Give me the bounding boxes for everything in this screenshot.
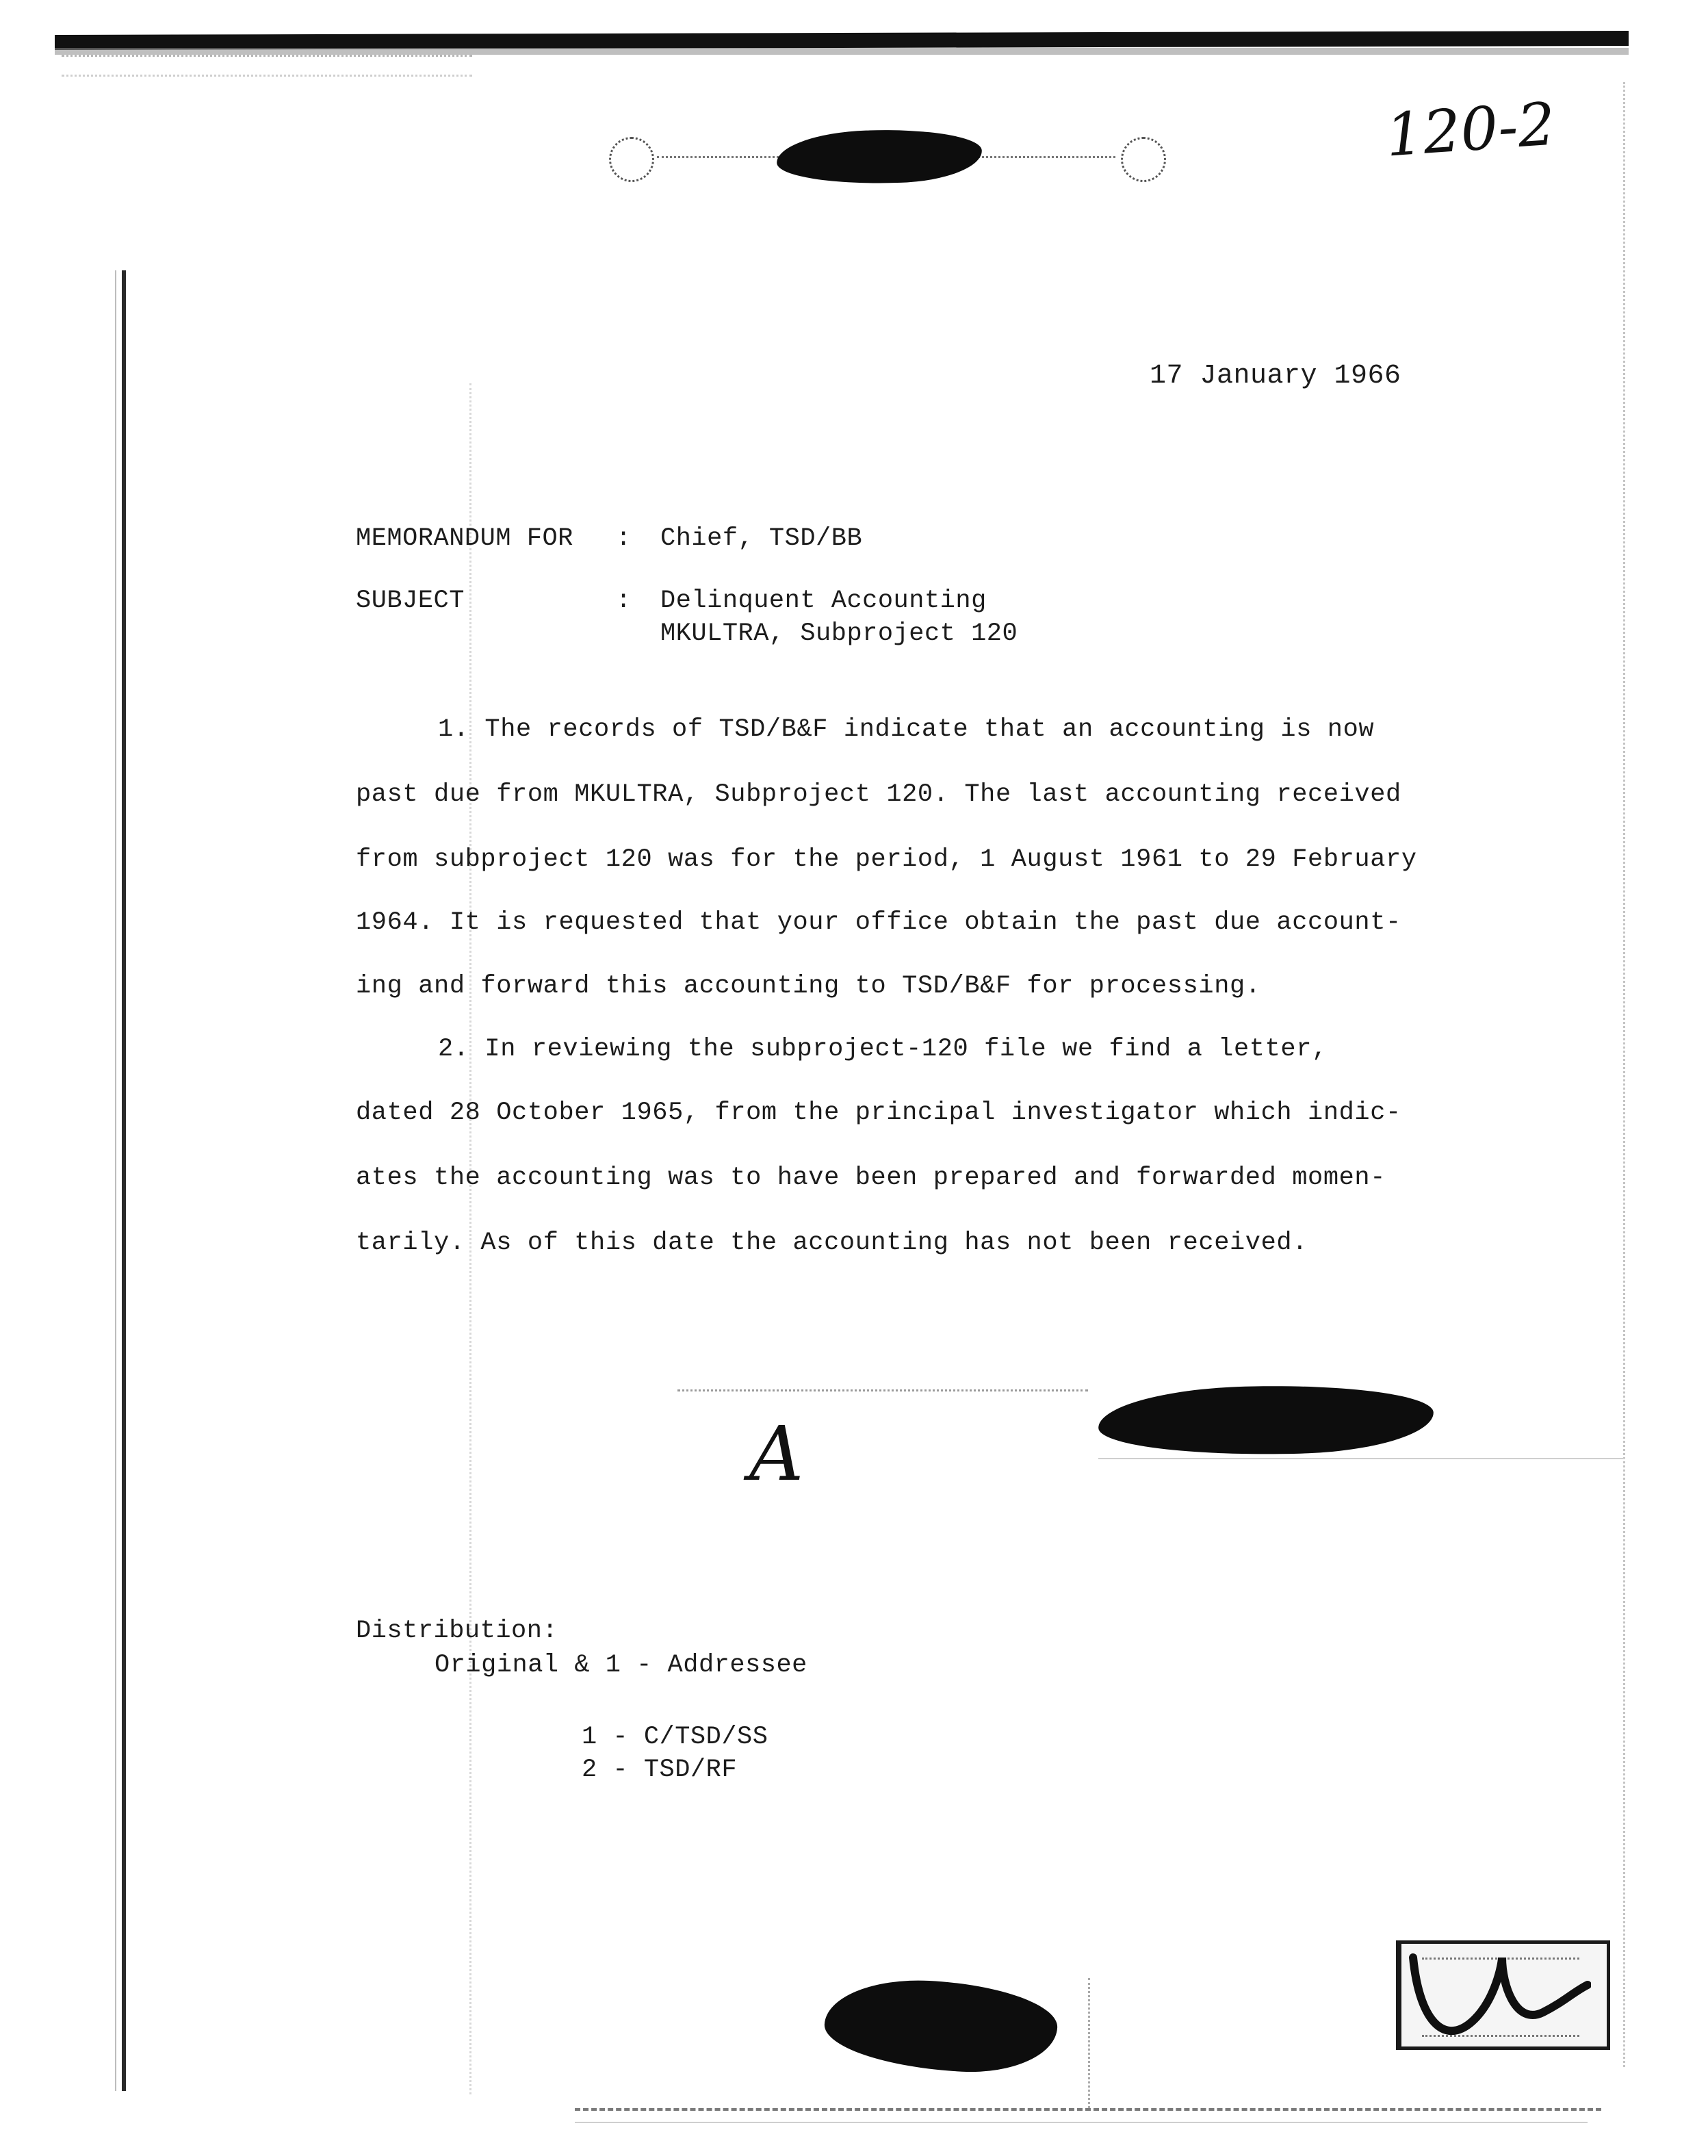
memo-for-value: Chief, TSD/BB [660, 524, 863, 553]
distribution-label: Distribution: [356, 1617, 558, 1645]
memo-for-separator: : [616, 524, 632, 553]
scan-fold-mark [1088, 1978, 1091, 2108]
stamp-handwritten-mark [1399, 1944, 1591, 2046]
memo-subject-line2: MKULTRA, Subproject 120 [660, 619, 1018, 648]
memo-subject-line1: Delinquent Accounting [660, 587, 987, 615]
redaction-signature [1098, 1382, 1434, 1459]
scan-bottom-edge [575, 2108, 1601, 2114]
paragraph-1-line-1: 1. The records of TSD/B&F indicate that an accounting is now [438, 715, 1375, 744]
redaction-top [776, 127, 983, 187]
paragraph-2-line-1: 2. In reviewing the subproject-120 file we find a letter, [438, 1035, 1328, 1064]
paragraph-2-line-4: tarily. As of this date the accounting has not been received. [356, 1229, 1308, 1257]
scan-top-shadow [55, 48, 1629, 55]
distribution-line-1: Original & 1 - Addressee [435, 1651, 807, 1680]
paragraph-1-line-5: ing and forward this accounting to TSD/B&F for processing. [356, 972, 1261, 1001]
redaction-bottom [823, 1975, 1059, 2077]
memo-date: 17 January 1966 [1150, 361, 1401, 392]
memo-for-label: MEMORANDUM FOR [356, 524, 573, 553]
scan-left-edge-faint [115, 270, 116, 2091]
memo-subject-separator: : [616, 587, 632, 615]
paragraph-1-line-2: past due from MKULTRA, Subproject 120. The last accounting received [356, 780, 1401, 809]
distribution-line-3: 2 - TSD/RF [582, 1756, 738, 1784]
scan-crease-line [1098, 1458, 1625, 1459]
paragraph-1-line-3: from subproject 120 was for the period, 1 August 1961 to 29 February [356, 845, 1417, 874]
scan-bottom-edge-faint [575, 2122, 1588, 2123]
memo-subject-label: SUBJECT [356, 587, 465, 615]
punch-hole-right [1121, 137, 1166, 182]
paragraph-2-line-2: dated 28 October 1965, from the principal investigator which indic- [356, 1099, 1401, 1127]
signature-line [677, 1389, 1088, 1393]
scan-noise [62, 55, 472, 77]
scan-top-edge [55, 31, 1629, 50]
scan-right-dots [1623, 82, 1628, 2067]
signature-initial: A [749, 1410, 804, 1498]
distribution-line-2: 1 - C/TSD/SS [582, 1723, 768, 1751]
scan-left-edge [122, 270, 126, 2091]
stamp-scribble [1413, 1958, 1588, 2031]
punch-hole-left [609, 137, 654, 182]
paragraph-2-line-3: ates the accounting was to have been prepared and forwarded momen- [356, 1164, 1386, 1192]
paragraph-1-line-4: 1964. It is requested that your office obtain the past due account- [356, 908, 1401, 937]
handwritten-doc-number: 120-2 [1383, 90, 1558, 170]
